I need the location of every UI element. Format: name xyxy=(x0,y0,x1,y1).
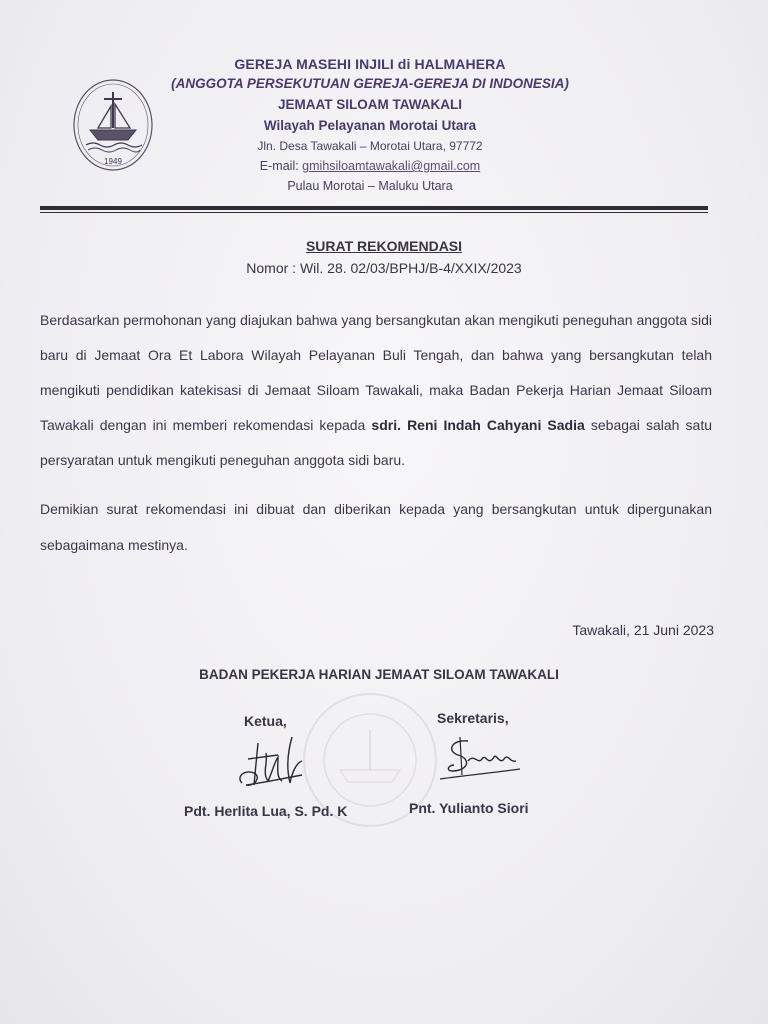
paragraph-1-text-end: sebagai salah satu persyaratan untuk mengikuti peneguhan anggota sidi baru. xyxy=(40,417,713,468)
body-paragraph-1 xyxy=(40,303,712,478)
role-secretary: Sekretaris, xyxy=(437,710,509,726)
service-region: Wilayah Pelayanan Morotai Utara xyxy=(263,118,477,133)
signing-organization xyxy=(0,667,768,682)
secretary-signature xyxy=(438,735,522,789)
header-rule-thin xyxy=(40,212,708,213)
letter-title: SURAT REKOMENDASI xyxy=(305,238,463,254)
email-label: E-mail: xyxy=(259,159,303,173)
letter-number: Nomor : Wil. 28. 02/03/BPHJ/B-4/XXIX/2023 xyxy=(246,260,522,276)
role-chairperson: Ketua, xyxy=(244,713,287,729)
svg-text:1949: 1949 xyxy=(104,157,122,166)
chairperson-signature xyxy=(232,733,312,795)
island-province: Pulau Morotai – Maluku Utara xyxy=(287,179,453,193)
address: Jln. Desa Tawakali – Morotai Utara, 97772 xyxy=(257,139,483,153)
chairperson-name: Pdt. Herlita Lua, S. Pd. K xyxy=(184,803,348,819)
secretary-name: Pnt. Yulianto Siori xyxy=(409,800,529,816)
congregation-name: JEMAAT SILOAM TAWAKALI xyxy=(278,97,462,112)
email-line xyxy=(170,156,570,176)
paragraph-1-text: Berdasarkan permohonan yang diajukan bahwa yang bersangkutan akan mengikuti peneguhan anggota sidi baru di Jemaat Ora Et Labora Wilayah Pelayanan Buli Tengah, dan bahwa yang bersangkutan telah mengikuti pendidikan katekisasi di Jemaat Siloam Tawakali, maka Badan Pekerja Harian Jemaat Siloam Tawakali dengan ini memberi rekomendasi kepada xyxy=(40,312,712,433)
place-date: Tawakali, 21 Juni 2023 xyxy=(572,622,714,638)
church-logo xyxy=(72,78,154,172)
body-paragraph-2: Demikian surat rekomendasi ini dibuat dan diberikan kepada yang bersangkutan untuk dipergunakan sebagaimana mestinya. xyxy=(40,501,712,553)
recipient-name: sdri. Reni Indah Cahyani Sadia xyxy=(371,417,585,433)
church-affiliation: (ANGGOTA PERSEKUTUAN GEREJA-GEREJA DI INDONESIA) xyxy=(171,76,569,91)
organization-text: BADAN PEKERJA HARIAN JEMAAT SILOAM TAWAKALI xyxy=(199,667,559,682)
letterhead xyxy=(170,54,570,196)
header-rule-thick xyxy=(40,206,708,210)
email-link[interactable]: gmihsiloamtawakali@gmail.com xyxy=(302,159,481,173)
church-name: GEREJA MASEHI INJILI di HALMAHERA xyxy=(234,56,506,72)
